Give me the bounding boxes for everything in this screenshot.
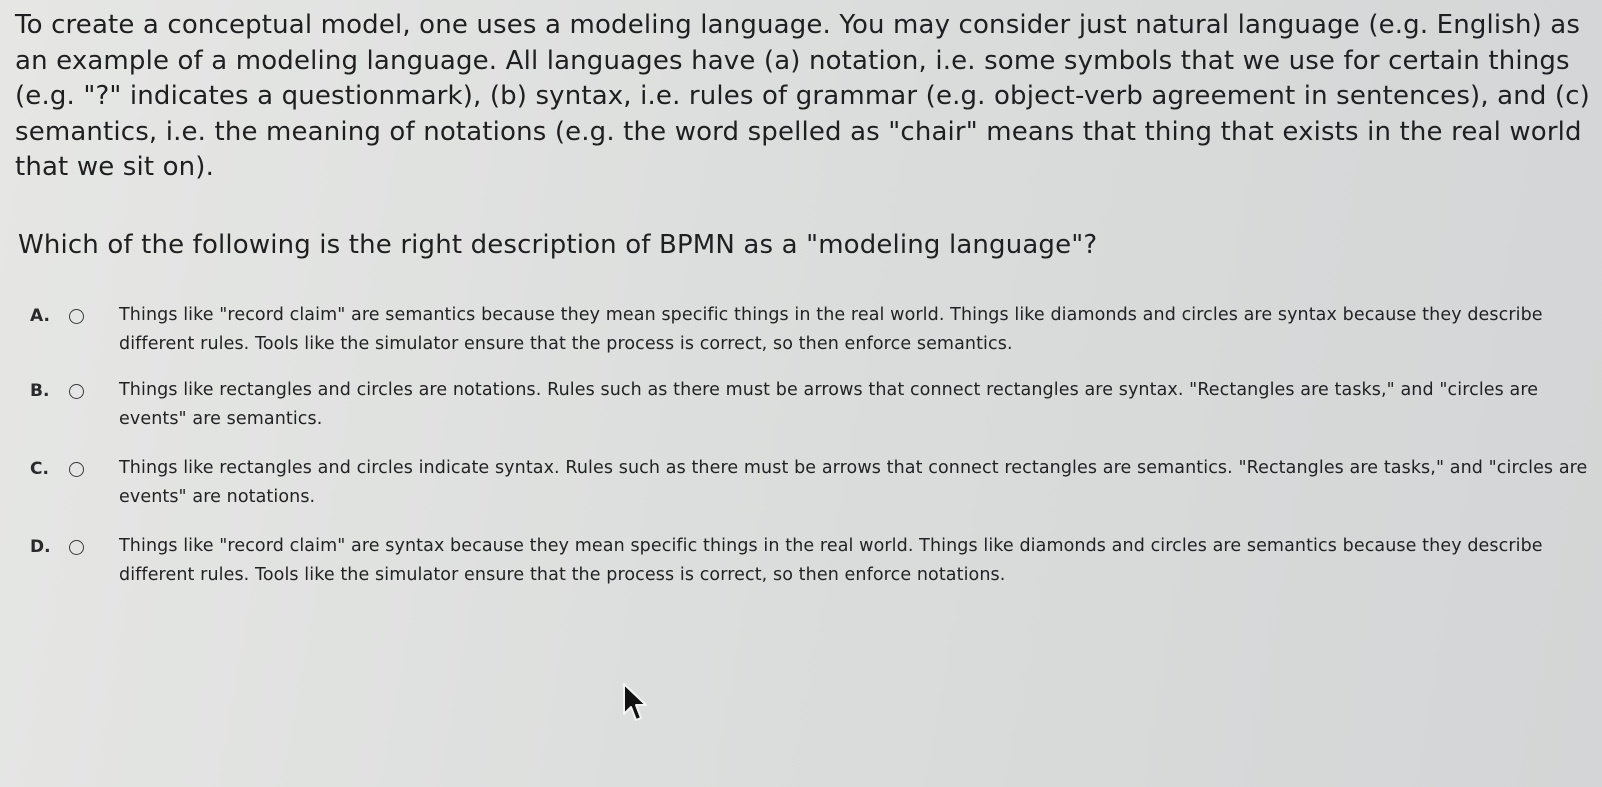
choice-b-letter: B. — [30, 381, 50, 401]
choice-b-text: Things like rectangles and circles are notations. Rules such as there must be arrows that connect rectangles are syntax. "Rectangles are tasks," and "circles are events" are semantics. — [119, 380, 1539, 429]
choice-d-text: Things like "record claim" are syntax because they mean specific things in the real world. Things like diamonds and circles are semantics because they describe different rules. Tools like the simulator ensure that the process is correct, so then enforce notations. — [119, 536, 1543, 585]
choice-c-letter: C. — [30, 459, 49, 479]
radio-button-icon[interactable] — [69, 462, 84, 477]
radio-button-icon[interactable] — [69, 384, 84, 399]
choice-a[interactable] — [30, 305, 1590, 375]
mouse-pointer-icon — [622, 682, 652, 724]
radio-button-icon[interactable] — [69, 309, 84, 324]
question-stem: Which of the following is the right description of BPMN as a "modeling language"? — [18, 230, 1098, 260]
choice-c[interactable] — [30, 458, 1590, 528]
choice-a-letter: A. — [30, 306, 50, 326]
choice-c-text: Things like rectangles and circles indicate syntax. Rules such as there must be arrows that connect rectangles are semantics. "Rectangles are tasks," and "circles are events" are notations. — [119, 458, 1588, 507]
choice-d[interactable] — [30, 536, 1590, 606]
choice-a-text: Things like "record claim" are semantics because they mean specific things in the real world. Things like diamonds and circles are syntax because they describe different rules. Tools like the simulator ensure that the process is correct, so then enforce semantics. — [119, 305, 1543, 354]
choice-d-letter: D. — [30, 537, 51, 557]
choice-b[interactable] — [30, 380, 1590, 450]
question-context: To create a conceptual model, one uses a modeling language. You may consider just natural language (e.g. English) as an example of a modeling language. All languages have (a) notation, i.e. some symbols that we use for certain things (e.g. "?" indicates a questionmark), (b) syntax, i.e. rules of grammar (e.g. object-verb agreement in sentences), and (c) semantics, i.e. the meaning of notations (e.g. the word spelled as "chair" means that thing that exists in the real world that we sit on). — [15, 10, 1590, 182]
radio-button-icon[interactable] — [69, 540, 84, 555]
